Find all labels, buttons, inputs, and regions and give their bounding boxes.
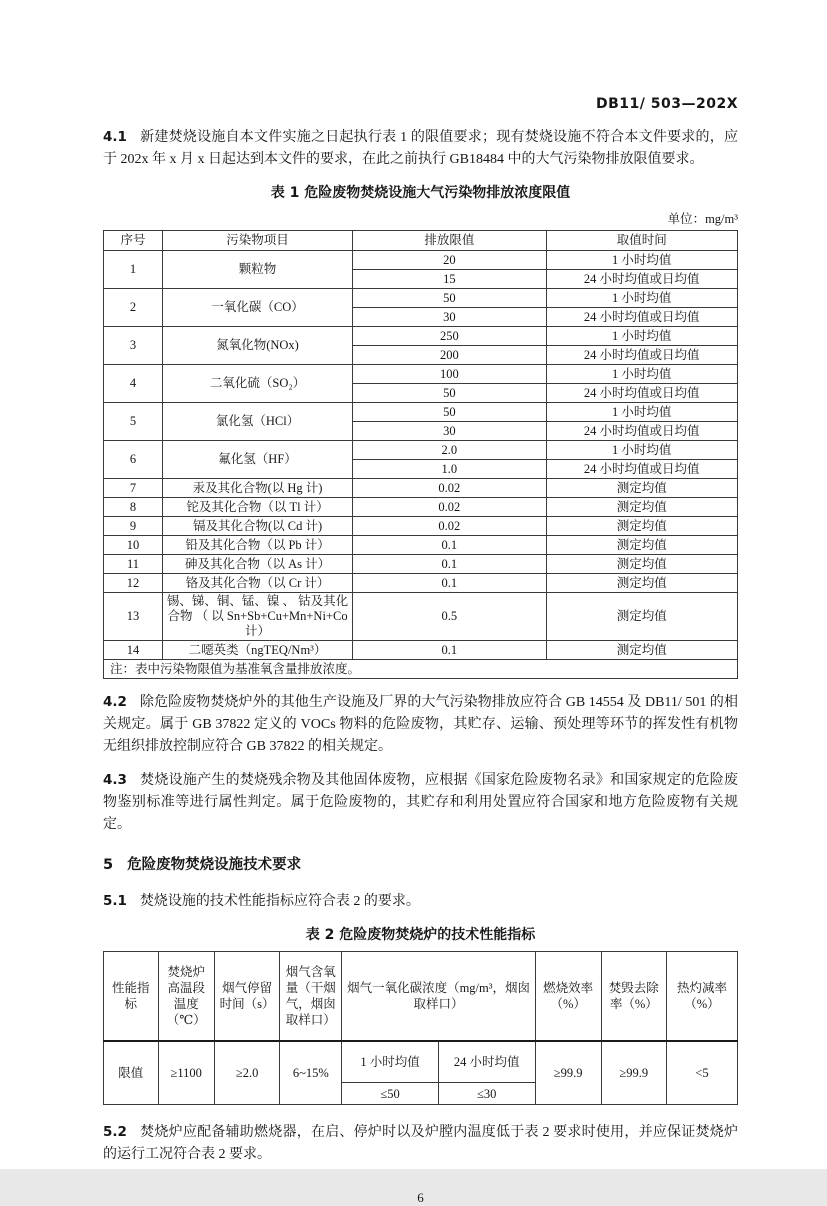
cell-loss-on-ignition: <5 — [666, 1041, 737, 1105]
col-header-pollutant: 污染物项目 — [162, 231, 352, 251]
table1-note: 注：表中污染物限值为基准氧含量排放浓度。 — [104, 660, 738, 679]
cell-pollutant: 砷及其化合物（以 As 计） — [162, 555, 352, 574]
cell-limit: 50 — [353, 384, 546, 403]
cell-row-label: 限值 — [104, 1041, 159, 1105]
clause-number: 4.3 — [103, 772, 127, 788]
table-row — [104, 593, 738, 641]
table-row — [104, 517, 738, 536]
cell-seq: 11 — [104, 555, 163, 574]
page-number: 6 — [417, 1190, 424, 1205]
cell-time: 24 小时均值或日均值 — [546, 308, 738, 327]
cell-pollutant: 锡、锑、铜、锰、镍 、 钴及其化合物 （ 以 Sn+Sb+Cu+Mn+Ni+Co 计） — [162, 593, 352, 641]
cell-time: 24 小时均值或日均值 — [546, 270, 738, 289]
clause-text: 新建焚烧设施自本文件实施之日起执行表 1 的限值要求；现有焚烧设施不符合本文件要求的，应于 202x 年 x 月 x 日起达到本文件的要求，在此之前执行 GB18484 中的大气污染物排放限值要求。 — [103, 130, 738, 167]
section-5-heading — [103, 853, 738, 874]
clause-number: 5.2 — [103, 1124, 127, 1140]
clause-5-2 — [103, 1121, 738, 1166]
table2-header-row — [104, 952, 738, 1042]
cell-limit: 0.1 — [353, 536, 546, 555]
col-header-time: 取值时间 — [546, 231, 738, 251]
table2-limit-row — [104, 1041, 738, 1083]
table-row — [104, 536, 738, 555]
cell-limit: 0.1 — [353, 574, 546, 593]
cell-co-1h-value: ≤50 — [342, 1083, 438, 1105]
table2-title: 表 2 危险废物焚烧炉的技术性能指标 — [305, 927, 536, 943]
cell-limit: 0.5 — [353, 593, 546, 641]
table1-header-row — [104, 231, 738, 251]
cell-seq: 3 — [104, 327, 163, 365]
table-row — [104, 403, 738, 422]
cell-limit: 100 — [353, 365, 546, 384]
clause-number: 4.1 — [103, 129, 127, 145]
col-header-removal-rate: 焚毁去除率（%） — [601, 952, 666, 1042]
table-row — [104, 289, 738, 308]
table1-title: 表 1 危险废物焚烧设施大气污染物排放浓度限值 — [270, 185, 571, 201]
cell-time: 24 小时均值或日均值 — [546, 384, 738, 403]
cell-oxygen: 6~15% — [280, 1041, 342, 1105]
cell-seq: 7 — [104, 479, 163, 498]
table1-emission-limits — [103, 230, 738, 679]
cell-seq: 8 — [104, 498, 163, 517]
cell-time: 1 小时均值 — [546, 365, 738, 384]
cell-limit: 0.02 — [353, 479, 546, 498]
cell-seq: 13 — [104, 593, 163, 641]
clause-4-2 — [103, 691, 738, 758]
cell-pollutant: 二噁英类（ngTEQ/Nm³） — [162, 641, 352, 660]
cell-pollutant: 氟化氢（HF） — [162, 441, 352, 479]
cell-limit: 0.02 — [353, 517, 546, 536]
table1-unit-label: 单位：mg/m³ — [667, 212, 738, 226]
col-header-indicator: 性能指标 — [104, 952, 159, 1042]
section-title: 危险废物焚烧设施技术要求 — [127, 857, 302, 873]
cell-limit: 50 — [353, 289, 546, 308]
cell-pollutant: 一氧化碳（CO） — [162, 289, 352, 327]
cell-pollutant: 二氧化硫（SO₂） — [162, 365, 352, 403]
table2-performance-indicators — [103, 951, 738, 1105]
cell-co-24h-value: ≤30 — [438, 1083, 535, 1105]
cell-pollutant: 氮氧化物(NOx) — [162, 327, 352, 365]
table-row — [104, 498, 738, 517]
clause-text: 除危险废物焚烧炉外的其他生产设施及厂界的大气污染物排放应符合 GB 14554 及 DB11/ 501 的相关规定。属于 GB 37822 定义的 VOCs 物料的危险废物，其贮存、运输、预处理等环节的挥发性有机物无组织排放控制应符合 GB 37822 的相关规定。 — [103, 695, 738, 754]
clause-text: 焚烧设施产生的焚烧残余物及其他固体废物，应根据《国家危险废物名录》和国家规定的危险废物鉴别标准等进行属性判定。属于危险废物的，其贮存和利用处置应符合国家和地方危险废物有关规定。 — [103, 773, 738, 832]
cell-pollutant: 镉及其化合物(以 Cd 计) — [162, 517, 352, 536]
cell-seq: 14 — [104, 641, 163, 660]
cell-limit: 30 — [353, 422, 546, 441]
cell-pollutant: 铬及其化合物（以 Cr 计） — [162, 574, 352, 593]
table-row — [104, 327, 738, 346]
cell-limit: 50 — [353, 403, 546, 422]
table-row — [104, 574, 738, 593]
cell-seq: 6 — [104, 441, 163, 479]
cell-limit: 0.02 — [353, 498, 546, 517]
cell-residence-time: ≥2.0 — [214, 1041, 279, 1105]
cell-temperature: ≥1100 — [158, 1041, 214, 1105]
col-header-oxygen: 烟气含氧量（干烟气，烟囱取样口） — [280, 952, 342, 1042]
cell-limit: 2.0 — [353, 441, 546, 460]
cell-time: 1 小时均值 — [546, 289, 738, 308]
cell-time: 24 小时均值或日均值 — [546, 346, 738, 365]
cell-pollutant: 铊及其化合物（以 Tl 计） — [162, 498, 352, 517]
document-code: DB11/ 503—202X — [595, 96, 738, 112]
cell-time: 测定均值 — [546, 498, 738, 517]
cell-time: 测定均值 — [546, 555, 738, 574]
cell-limit: 15 — [353, 270, 546, 289]
cell-time: 测定均值 — [546, 574, 738, 593]
col-header-limit: 排放限值 — [353, 231, 546, 251]
clause-text: 焚烧设施的技术性能指标应符合表 2 的要求。 — [139, 894, 420, 909]
cell-pollutant: 氯化氢（HCl） — [162, 403, 352, 441]
cell-co-1h-label: 1 小时均值 — [342, 1041, 438, 1083]
cell-limit: 200 — [353, 346, 546, 365]
clause-4-3 — [103, 769, 738, 836]
cell-seq: 4 — [104, 365, 163, 403]
cell-seq: 10 — [104, 536, 163, 555]
col-header-temperature: 焚烧炉高温段温度（℃） — [158, 952, 214, 1042]
cell-co-24h-label: 24 小时均值 — [438, 1041, 535, 1083]
cell-removal-rate: ≥99.9 — [601, 1041, 666, 1105]
cell-limit: 20 — [353, 251, 546, 270]
col-header-co-concentration: 烟气一氧化碳浓度（mg/m³，烟囱取样口） — [342, 952, 535, 1042]
cell-time: 1 小时均值 — [546, 251, 738, 270]
cell-pollutant: 铅及其化合物（以 Pb 计） — [162, 536, 352, 555]
table-row — [104, 479, 738, 498]
cell-limit: 0.1 — [353, 555, 546, 574]
col-header-loss-on-ignition: 热灼减率（%） — [666, 952, 737, 1042]
cell-time: 测定均值 — [546, 517, 738, 536]
table-row — [104, 251, 738, 270]
cell-limit: 0.1 — [353, 641, 546, 660]
cell-combustion-efficiency: ≥99.9 — [535, 1041, 601, 1105]
cell-seq: 5 — [104, 403, 163, 441]
table-row — [104, 365, 738, 384]
cell-seq: 9 — [104, 517, 163, 536]
cell-seq: 1 — [104, 251, 163, 289]
cell-pollutant: 颗粒物 — [162, 251, 352, 289]
clause-number: 5.1 — [103, 893, 127, 909]
col-header-residence-time: 烟气停留时间（s） — [214, 952, 279, 1042]
cell-limit: 30 — [353, 308, 546, 327]
cell-time: 测定均值 — [546, 536, 738, 555]
cell-time: 24 小时均值或日均值 — [546, 422, 738, 441]
clause-5-1 — [103, 890, 738, 913]
table-row — [104, 641, 738, 660]
table-row — [104, 555, 738, 574]
clause-4-1 — [103, 126, 738, 171]
section-number: 5 — [103, 857, 114, 873]
cell-pollutant: 汞及其化合物(以 Hg 计) — [162, 479, 352, 498]
cell-time: 1 小时均值 — [546, 403, 738, 422]
cell-time: 测定均值 — [546, 479, 738, 498]
cell-time: 测定均值 — [546, 641, 738, 660]
table-row — [104, 441, 738, 460]
col-header-combustion-efficiency: 燃烧效率（%） — [535, 952, 601, 1042]
clause-number: 4.2 — [103, 694, 127, 710]
cell-time: 测定均值 — [546, 593, 738, 641]
cell-seq: 2 — [104, 289, 163, 327]
table1-note-row — [104, 660, 738, 679]
clause-text: 焚烧炉应配备辅助燃烧器，在启、停炉时以及炉膛内温度低于表 2 要求时使用，并应保证焚烧炉的运行工况符合表 2 要求。 — [103, 1125, 738, 1162]
cell-limit: 250 — [353, 327, 546, 346]
col-header-seq: 序号 — [104, 231, 163, 251]
cell-seq: 12 — [104, 574, 163, 593]
cell-time: 24 小时均值或日均值 — [546, 460, 738, 479]
cell-time: 1 小时均值 — [546, 327, 738, 346]
cell-time: 1 小时均值 — [546, 441, 738, 460]
cell-limit: 1.0 — [353, 460, 546, 479]
